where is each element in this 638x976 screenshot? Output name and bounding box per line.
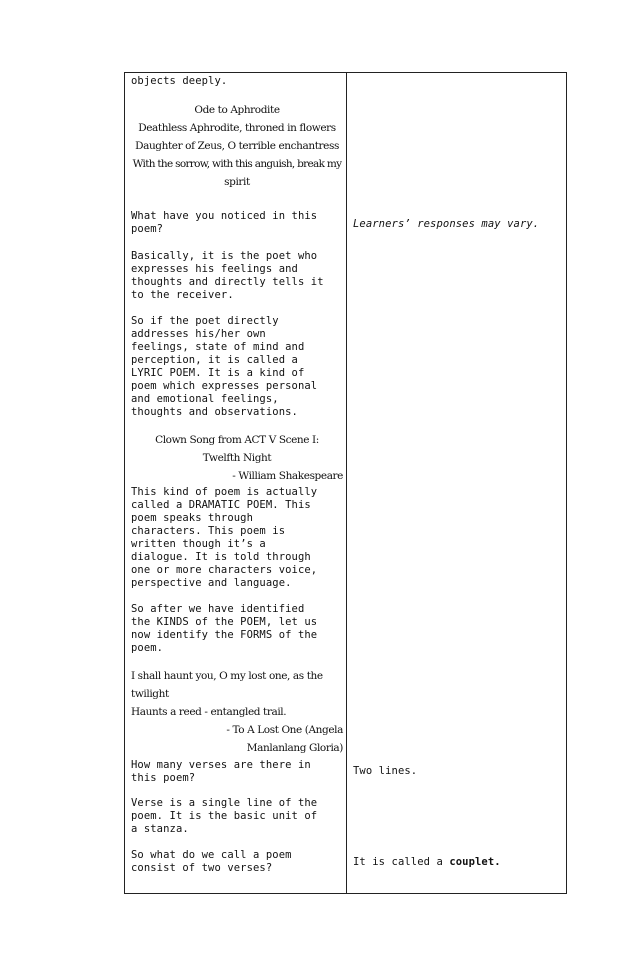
answer-verses: Two lines. bbox=[353, 765, 418, 777]
lost-one-credit-2: Manlanlang Gloria) bbox=[246, 742, 343, 754]
paragraph-forms: So after we have identified the KINDS of the POEM, let us now identify the FORMS of the poem. bbox=[131, 603, 318, 654]
column-divider bbox=[346, 73, 347, 893]
question-noticed: What have you noticed in this poem? bbox=[131, 210, 318, 235]
lost-one-credit-1: - To A Lost One (Angela bbox=[226, 724, 343, 736]
lesson-table bbox=[124, 72, 567, 894]
question-verses: How many verses are there in this poem? bbox=[131, 759, 311, 784]
lost-one-line-1: I shall haunt you, O my lost one, as the bbox=[131, 670, 323, 682]
clown-song-title-1: Clown Song from ACT V Scene I: bbox=[155, 434, 319, 446]
lost-one-line-3: Haunts a reed - entangled trail. bbox=[131, 706, 287, 718]
paragraph-dramatic-poem: This kind of poem is actually called a DRAMATIC POEM. This poem speaks through characters. This poem is written though it’s a dialogue. It is told through one or more characters voice, perspective and language. bbox=[131, 486, 318, 589]
paragraph-lyric-poem: So if the poet directly addresses his/her own feelings, state of mind and perception, it is called a LYRIC POEM. It is a kind of poem which expresses personal and emotional feelings, thoughts and observations. bbox=[131, 315, 318, 418]
paragraph-verse-definition: Verse is a single line of the poem. It is the basic unit of a stanza. bbox=[131, 797, 318, 835]
answer-couplet-term: couplet. bbox=[449, 856, 501, 868]
ode-line-1: Deathless Aphrodite, throned in flowers bbox=[138, 122, 336, 134]
clown-song-title-2: Twelfth Night bbox=[202, 452, 272, 464]
lost-one-line-2: twilight bbox=[131, 688, 169, 700]
clown-song-author: - William Shakespeare bbox=[232, 470, 343, 482]
answer-couplet bbox=[353, 856, 563, 869]
intro-tail-text: objects deeply. bbox=[131, 75, 228, 87]
answer-noticed: Learners’ responses may vary. bbox=[353, 218, 540, 230]
ode-title: Ode to Aphrodite bbox=[194, 104, 280, 116]
ode-line-3: With the sorrow, with this anguish, break my bbox=[132, 158, 342, 170]
paragraph-basically: Basically, it is the poet who expresses his feelings and thoughts and directly tells it to the receiver. bbox=[131, 250, 324, 301]
ode-line-2: Daughter of Zeus, O terrible enchantress bbox=[135, 140, 339, 152]
ode-line-4: spirit bbox=[224, 176, 250, 188]
question-couplet: So what do we call a poem consist of two verses? bbox=[131, 849, 292, 874]
answer-couplet-prefix: It is called a bbox=[353, 856, 450, 868]
